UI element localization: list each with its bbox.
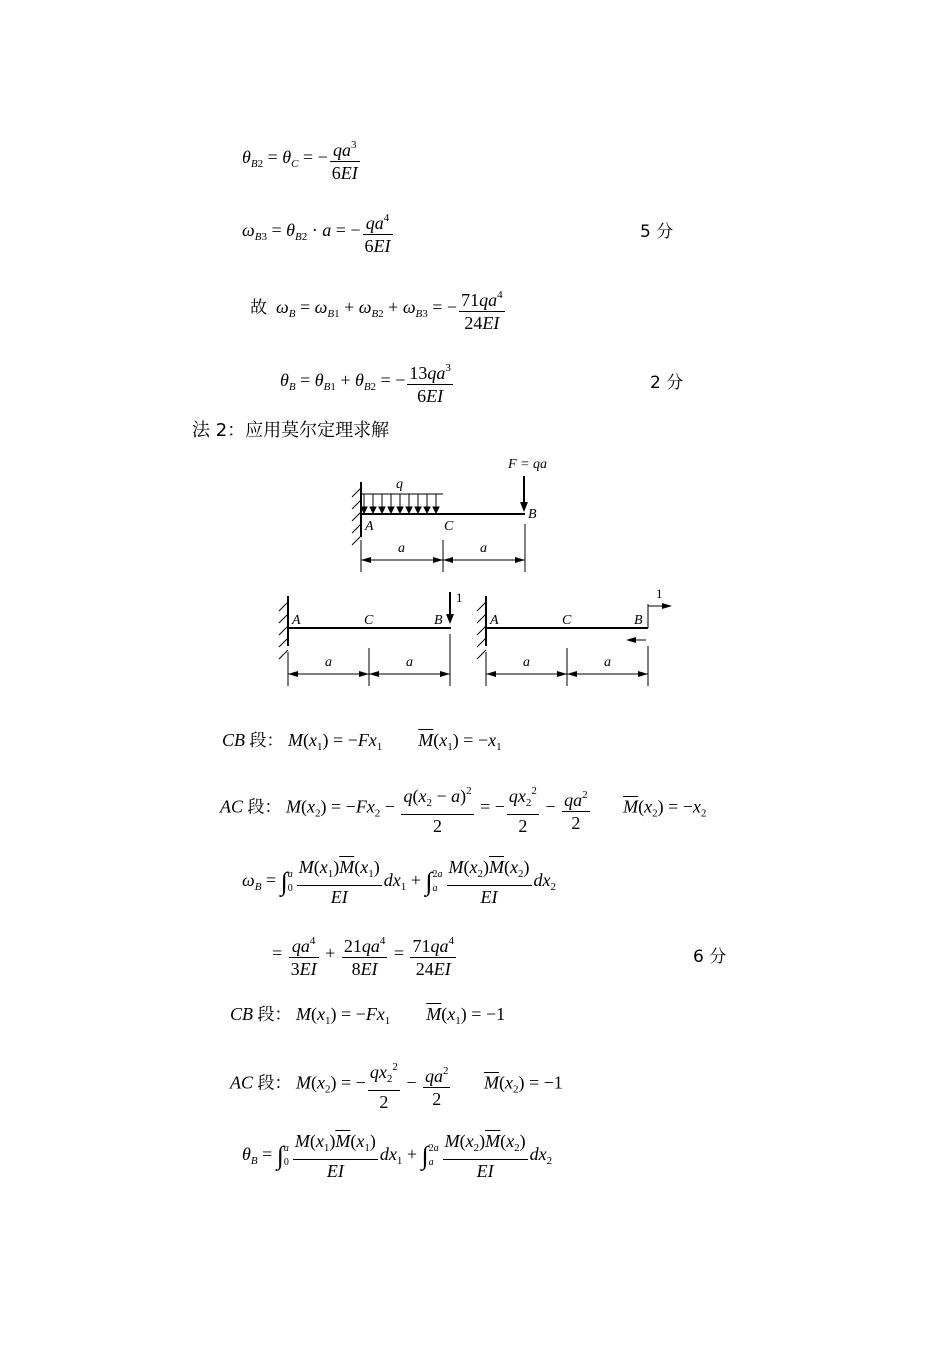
right-dim-a2-label: a xyxy=(604,655,611,670)
dim-a1-label: a xyxy=(398,541,405,556)
unit-moment-label: 1 xyxy=(656,586,663,601)
right-point-a-label: A xyxy=(490,613,499,628)
score-2: 2 分 xyxy=(650,373,684,393)
beam-diagram-unit-force xyxy=(270,586,463,690)
left-dim-a2-label: a xyxy=(406,655,413,670)
left-point-a-label: A xyxy=(292,613,301,628)
equation-omega-b-integral: $\omega_B = \int a$ 0 $\frac{M(x_1)\overline{M}(x_1)}{EI}$ $dx_1 + \int 2a$ a $\frac{M(x_2)\overline{M}(x_2)}{EI}$ $dx_2$ xyxy=(242,857,557,907)
equation-cb-deflection: CB 段： $M(x_1) = -Fx_1$ $\overline{M}(x_1) = -x_1$ xyxy=(222,730,502,753)
point-a-label: A xyxy=(365,519,374,534)
equation-ac-deflection: AC 段： $M(x_2) = -Fx_2$ − $\frac{q(x_2 - a)^2}{2}$ = − $\frac{qx_2^2}{2}$ − $\frac{qa^2}{2}$ $\overline{M}(x_2) = -x_2$ xyxy=(220,780,706,837)
dim-a2-label: a xyxy=(480,541,487,556)
point-b-label: B xyxy=(528,507,537,522)
beam-diagram-unit-moment xyxy=(470,586,680,690)
left-point-b-label: B xyxy=(434,613,443,628)
method2-heading: 法 2：应用莫尔定理求解 xyxy=(192,420,390,441)
score-5: 5 分 xyxy=(640,222,674,242)
left-point-c-label: C xyxy=(364,613,374,628)
equation-cb-rotation: CB 段： $M(x_1) = -Fx_1$ $\overline{M}(x_1) = -1$ xyxy=(230,1004,506,1027)
right-dim-a1-label: a xyxy=(523,655,530,670)
equation-omega-b3: $\omega_{B3} = \theta_{B2} \cdot a$ = − $\frac{qa^4}{6EI}$ xyxy=(242,207,395,257)
equation-omega-b-result: = $\frac{qa^4}{3EI}$ + $\frac{21qa^4}{8EI}$ = $\frac{71qa^4}{24EI}$ xyxy=(272,930,458,980)
equation-omega-b-total: 故 $\omega_B = \omega_{B1} + \omega_{B2} + \omega_{B3}$ = − $\frac{71qa^4}{24EI}$ xyxy=(250,284,507,334)
right-point-b-label: B xyxy=(634,613,643,628)
unit-force-label: 1 xyxy=(456,590,463,605)
equation-theta-b-total: $\theta_B = \theta_{B1} + \theta_{B2}$ = − $\frac{13qa^3}{6EI}$ xyxy=(280,357,455,407)
f-label: F = qa xyxy=(508,457,547,472)
beam-diagram-loaded xyxy=(340,452,580,582)
gu-label: 故 xyxy=(250,298,267,319)
equation-theta-b-integral: $\theta_B = \int a$ 0 $\frac{M(x_1)\overline{M}(x_1)}{EI}$ $dx_1 + \int 2a$ a $\frac{M(x_2)\overline{M}(x_2)}{EI}$ $dx_2$ xyxy=(242,1131,553,1181)
equation-ac-rotation: AC 段： $M(x_2)$ = − $\frac{qx_2^2}{2}$ − $\frac{qa^2}{2}$ $\overline{M}(x_2) = -1$ xyxy=(230,1056,563,1113)
q-label: q xyxy=(396,477,403,492)
left-dim-a1-label: a xyxy=(325,655,332,670)
score-6: 6 分 xyxy=(693,947,727,967)
right-point-c-label: C xyxy=(562,613,572,628)
equation-theta-b2: $\theta_{B2} = \theta_C$ = − $\frac{qa^3}{6EI}$ xyxy=(242,134,362,184)
point-c-label: C xyxy=(444,519,454,534)
